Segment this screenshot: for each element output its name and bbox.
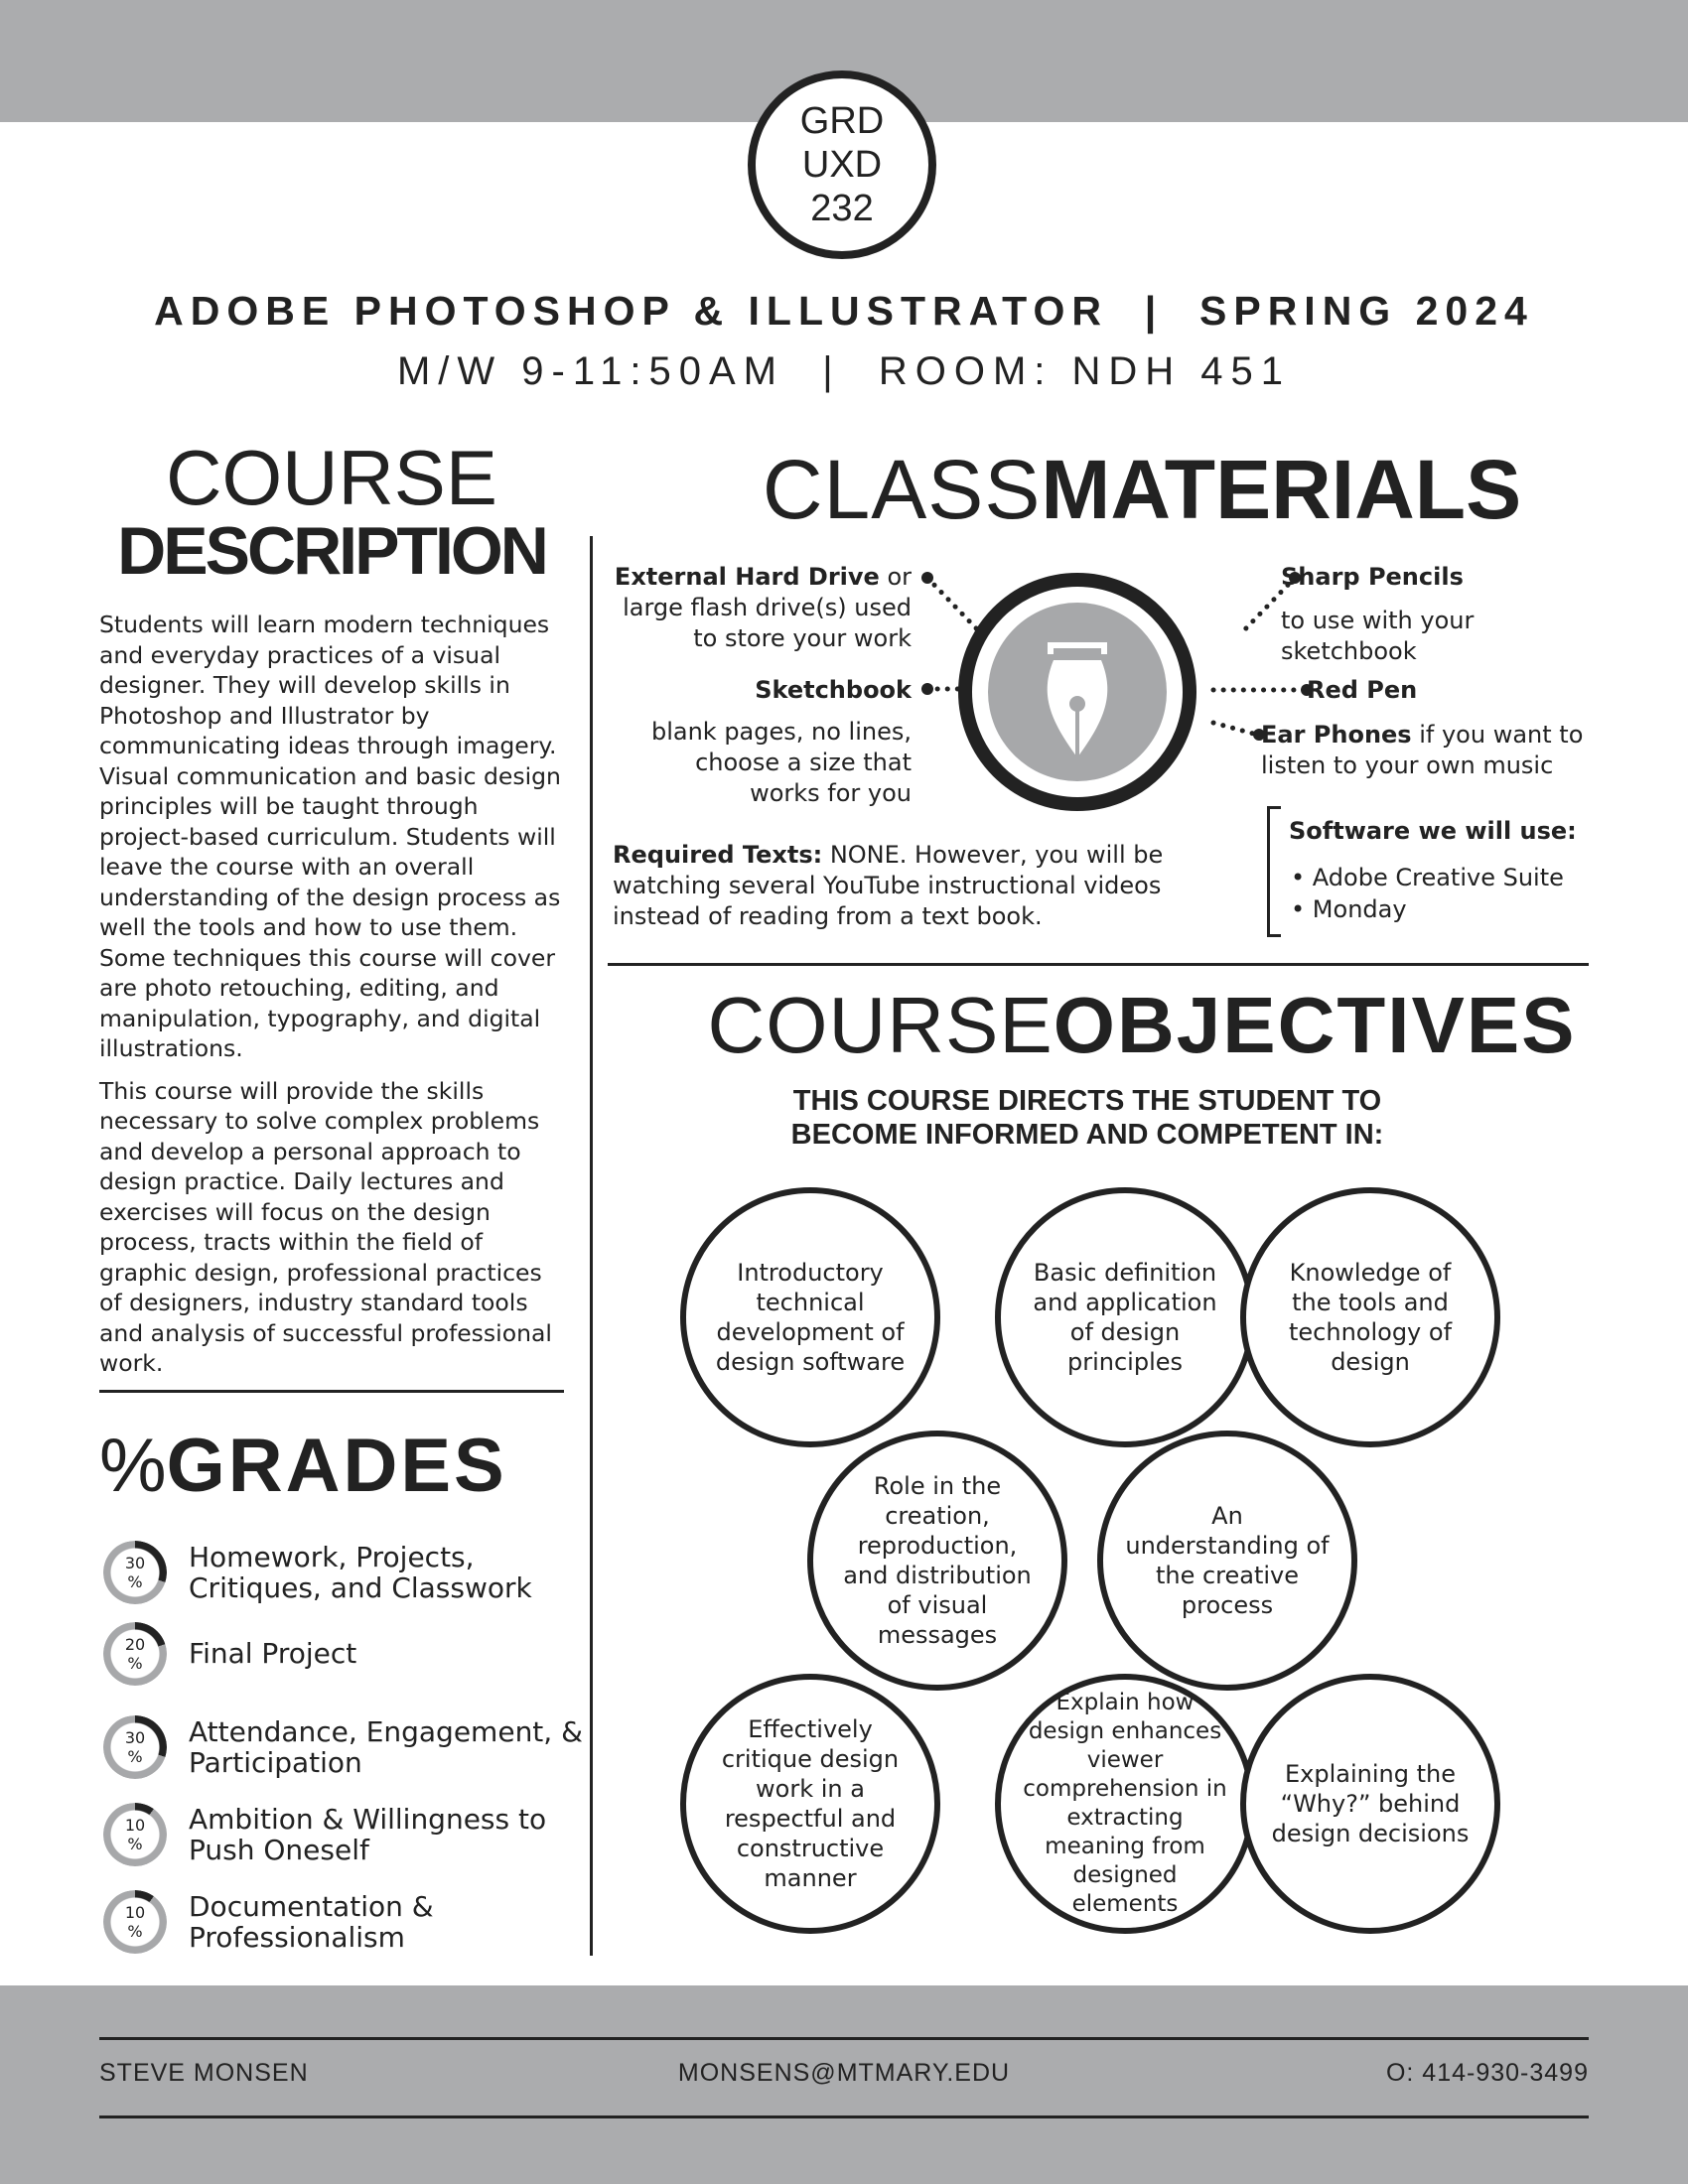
objectives-heading-light: COURSE — [707, 981, 1054, 1069]
grade-percent-value: 30 — [124, 1554, 146, 1572]
percent-symbol: % — [127, 1922, 143, 1941]
objective-circle — [995, 1674, 1255, 1934]
grade-ring-center — [103, 1622, 167, 1686]
software-item-label: Monday — [1312, 895, 1407, 923]
grade-label: Attendance, Engagement, & Participation — [189, 1715, 583, 1779]
objective-text: Basic definition and application of design principles — [1033, 1259, 1217, 1376]
objectives-heading — [596, 978, 1688, 1073]
percent-symbol: % — [127, 1654, 143, 1673]
description-heading-light: COURSE — [166, 434, 497, 521]
footer-rule-top — [99, 2037, 1589, 2040]
fountain-pen-nib-icon — [958, 573, 1196, 811]
material-ear-phones — [1261, 720, 1589, 781]
grade-label: Documentation & Professionalism — [189, 1890, 434, 1954]
percent-symbol: % — [127, 1747, 143, 1766]
grade-item — [103, 1803, 580, 1872]
materials-divider — [608, 963, 1589, 966]
grade-percent-value: 20 — [124, 1635, 146, 1654]
percent-symbol: % — [127, 1572, 143, 1591]
material-hard-drive-title: External Hard Drive — [614, 563, 880, 591]
material-hard-drive-desc: or large flash drive(s) used to store your work — [623, 563, 912, 652]
grade-percent-value: 10 — [124, 1816, 146, 1835]
objective-circle — [1240, 1674, 1500, 1934]
objectives-heading-bold: OBJECTIVES — [1053, 981, 1577, 1069]
course-schedule: M/W 9-11:50AM | ROOM: NDH 451 — [396, 349, 1291, 393]
grade-percent-value: 10 — [124, 1903, 146, 1922]
materials-heading-light: CLASS — [762, 443, 1042, 536]
grade-label: Ambition & Willingness to Push Oneself — [189, 1803, 547, 1866]
objective-text: Effectively critique design work in a respectful and constructive manner — [721, 1715, 900, 1892]
objective-text: Role in the creation, reproduction, and distribution of visual messages — [843, 1472, 1032, 1649]
grade-ring-center — [103, 1541, 167, 1604]
material-sketchbook-desc: blank pages, no lines, choose a size that works for you — [650, 718, 912, 807]
objective-text: Introductory technical development of design software — [715, 1259, 906, 1376]
course-code-badge — [748, 70, 936, 259]
software-bracket — [1267, 806, 1281, 937]
course-code-line-2: UXD — [801, 144, 883, 186]
objective-text: Explain how design enhances viewer comprehension in extracting meaning from designed elements — [1023, 1690, 1227, 1917]
objective-circle — [680, 1674, 940, 1934]
required-texts — [613, 840, 1218, 932]
course-code-line-3: 232 — [810, 188, 874, 229]
grade-ring-center — [103, 1890, 167, 1954]
material-sketchbook-label: Sketchbook — [755, 676, 912, 704]
material-pencils-label: Sharp Pencils — [1281, 563, 1464, 591]
grade-item — [103, 1890, 580, 1960]
required-texts-desc: NONE. However, you will be watching several YouTube instructional videos instead of reading from a text book. — [613, 841, 1164, 930]
software-list — [1291, 862, 1564, 925]
description-paragraph-1: Students will learn modern techniques and everyday practices of a visual designer. They will develop skills in Photoshop and Illustrator by communicating ideas through imagery. Visual communication and basic design principles will be taught through project-based curriculum. Students will leave the course with an overall understanding of the design process as well the tools and how to use them. Some techniques this course will cover are photo retouching, editing, and manipulation, typography, and digital illustrations. — [99, 611, 561, 1062]
footer-rule-bottom — [99, 2116, 1589, 2118]
software-item-label: Adobe Creative Suite — [1312, 864, 1564, 891]
objective-circle — [807, 1431, 1067, 1691]
material-ear-phones-desc: if you want to listen to your own music — [1261, 721, 1584, 779]
material-sketchbook-title — [596, 675, 912, 706]
required-texts-label: Required Texts: — [613, 841, 823, 869]
material-pencils-title — [1281, 562, 1579, 593]
objective-text: Explaining the “Why?” behind design decisions — [1271, 1760, 1470, 1847]
objective-text: An understanding of the creative process — [1125, 1502, 1330, 1619]
objective-circle — [1240, 1187, 1500, 1447]
objective-circle — [1097, 1431, 1357, 1691]
objectives-subheading-line-1: THIS COURSE DIRECTS THE STUDENT TO — [792, 1085, 1382, 1117]
column-divider — [590, 536, 593, 1956]
grade-label: Homework, Projects, Critiques, and Classwork — [189, 1541, 532, 1604]
grade-item — [103, 1541, 580, 1610]
grade-ring-center — [103, 1803, 167, 1866]
description-body — [99, 610, 571, 1391]
software-title: Software we will use: — [1289, 817, 1577, 845]
grades-heading-word: GRADES — [166, 1424, 507, 1508]
pen-icon-background — [988, 603, 1167, 781]
course-title: ADOBE PHOTOSHOP & ILLUSTRATOR | SPRING 2024 — [154, 288, 1534, 334]
grade-percent-value: 30 — [124, 1728, 146, 1747]
objective-text: Knowledge of the tools and technology of design — [1288, 1259, 1453, 1376]
percent-symbol: % — [127, 1835, 143, 1853]
description-heading-bold: DESCRIPTION — [117, 513, 546, 589]
material-red-pen-label: Red Pen — [1307, 676, 1418, 704]
instructor-name: STEVE MONSEN — [99, 2059, 309, 2087]
pen-nib-glyph — [988, 603, 1167, 781]
grade-label: Final Project — [189, 1637, 357, 1670]
objective-circle — [680, 1187, 940, 1447]
objectives-subheading-line-2: BECOME INFORMED AND COMPETENT IN: — [790, 1119, 1384, 1151]
objective-circle — [995, 1187, 1255, 1447]
software-item: • Adobe Creative Suite — [1291, 864, 1564, 891]
objectives-subheading — [516, 1084, 1658, 1152]
grades-heading-symbol: % — [99, 1424, 167, 1508]
description-divider — [99, 1390, 564, 1393]
materials-heading-bold: MATERIALS — [1041, 443, 1522, 536]
material-pencils-desc: to use with your sketchbook — [1281, 607, 1475, 665]
material-red-pen — [1307, 675, 1565, 706]
grade-item — [103, 1715, 583, 1785]
material-ear-phones-title: Ear Phones — [1261, 721, 1412, 749]
course-code-line-1: GRD — [799, 100, 885, 142]
material-hard-drive — [596, 562, 912, 654]
software-item: • Monday — [1291, 895, 1407, 923]
instructor-phone: O: 414-930-3499 — [1385, 2059, 1589, 2087]
instructor-email[interactable]: MONSENS@MTMARY.EDU — [677, 2059, 1011, 2087]
grade-ring-center — [103, 1715, 167, 1779]
description-paragraph-2: This course will provide the skills necessary to solve complex problems and develop a personal approach to design practice. Daily lectures and exercises will focus on the design process, tracts within the field of graphic design, professional practices of designers, industry standard tools and analysis of successful professional work. — [99, 1076, 552, 1377]
grades-heading — [99, 1422, 576, 1511]
grade-item — [103, 1622, 580, 1692]
materials-heading — [596, 442, 1688, 537]
